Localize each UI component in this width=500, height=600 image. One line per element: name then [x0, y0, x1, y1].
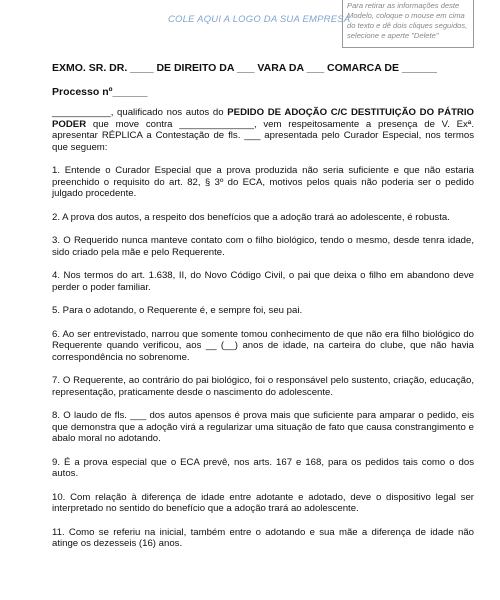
paragraph-3: 3. O Requerido nunca manteve contato com o filho biológico, tendo o mesmo, desde tenra idade, sido criado pela mãe e pelo Requerente.	[52, 235, 474, 258]
paragraph-5: 5. Para o adotando, o Requerente é, e sempre foi, seu pai.	[52, 305, 303, 317]
intro-paragraph	[52, 107, 474, 153]
paragraph-4: 4. Nos termos do art. 1.638, II, do Novo Código Civil, o pai que deixa o filho em abandono deve perder o poder familiar.	[52, 270, 474, 293]
paragraph-7: 7. O Requerente, ao contrário do pai biológico, foi o responsável pelo sustento, criação, educação, representação, praticamente desde o nascimento do adolescente.	[52, 375, 474, 398]
instruction-note[interactable]: Para retirar as informações deste Modelo, coloque o mouse em cima do texto e dê dois cliques seguidos, selecione e aperte "Delete"	[342, 0, 474, 48]
intro-pre: ___________, qualificado nos autos do	[52, 107, 228, 118]
paragraph-1: 1. Entende o Curador Especial que a prova produzida não seria suficiente e que não estaria preenchido o requisito do art. 82, § 3º do ECA, motivos pelos quais não poderia ser o pedido julgado procedente.	[52, 165, 474, 200]
paragraph-10: 10. Com relação à diferença de idade entre adotante e adotado, deve o dispositivo legal ser interpretado no sentido do benefício que a adoção trará ao adolescente.	[52, 491, 474, 515]
intro-post: que move contra ______________, vem respeitosamente a presença de V. Exª. apresentar RÉPLICA a Contestação de fls. ___ apresentada pelo Curador Especial, nos termos que seguem:	[52, 118, 474, 153]
paragraph-2: 2. A prova dos autos, a respeito dos benefícios que a adoção trará ao adolescente, é robusta.	[52, 211, 450, 223]
logo-placeholder: COLE AQUI A LOGO DA SUA EMPRESA	[168, 14, 351, 25]
intro-action-title: PEDIDO DE ADOÇÃO C/C DESTITUIÇÃO DO PÁTRIO PODER	[52, 107, 474, 130]
paragraph-6: 6. Ao ser entrevistado, narrou que somente tomou conhecimento de que não era filho biológico do Requerente quando verificou, aos __ (__) anos de idade, na carteira do clube, que não havia correspondência no sobrenome.	[52, 328, 474, 363]
document-heading: EXMO. SR. DR. ____ DE DIREITO DA ___ VARA DA ___ COMARCA DE ______	[52, 62, 437, 74]
document-body	[52, 107, 474, 562]
paragraph-9: 9. É a prova especial que o ECA prevê, nos arts. 167 e 168, para os pedidos tais como o dos autos.	[52, 456, 474, 480]
process-number: Processo nº______	[52, 86, 148, 98]
paragraph-8: 8. O laudo de fls. ___ dos autos apensos é prova mais que suficiente para amparar o pedido, eis que demonstra que a adoção virá a regularizar uma situação de fato que causa constrangimento e abalo moral no adotando.	[52, 410, 474, 445]
paragraph-11: 11. Como se referiu na inicial, também entre o adotando e sua mãe a diferença de idade não atinge os dezesseis (16) anos.	[52, 526, 474, 550]
